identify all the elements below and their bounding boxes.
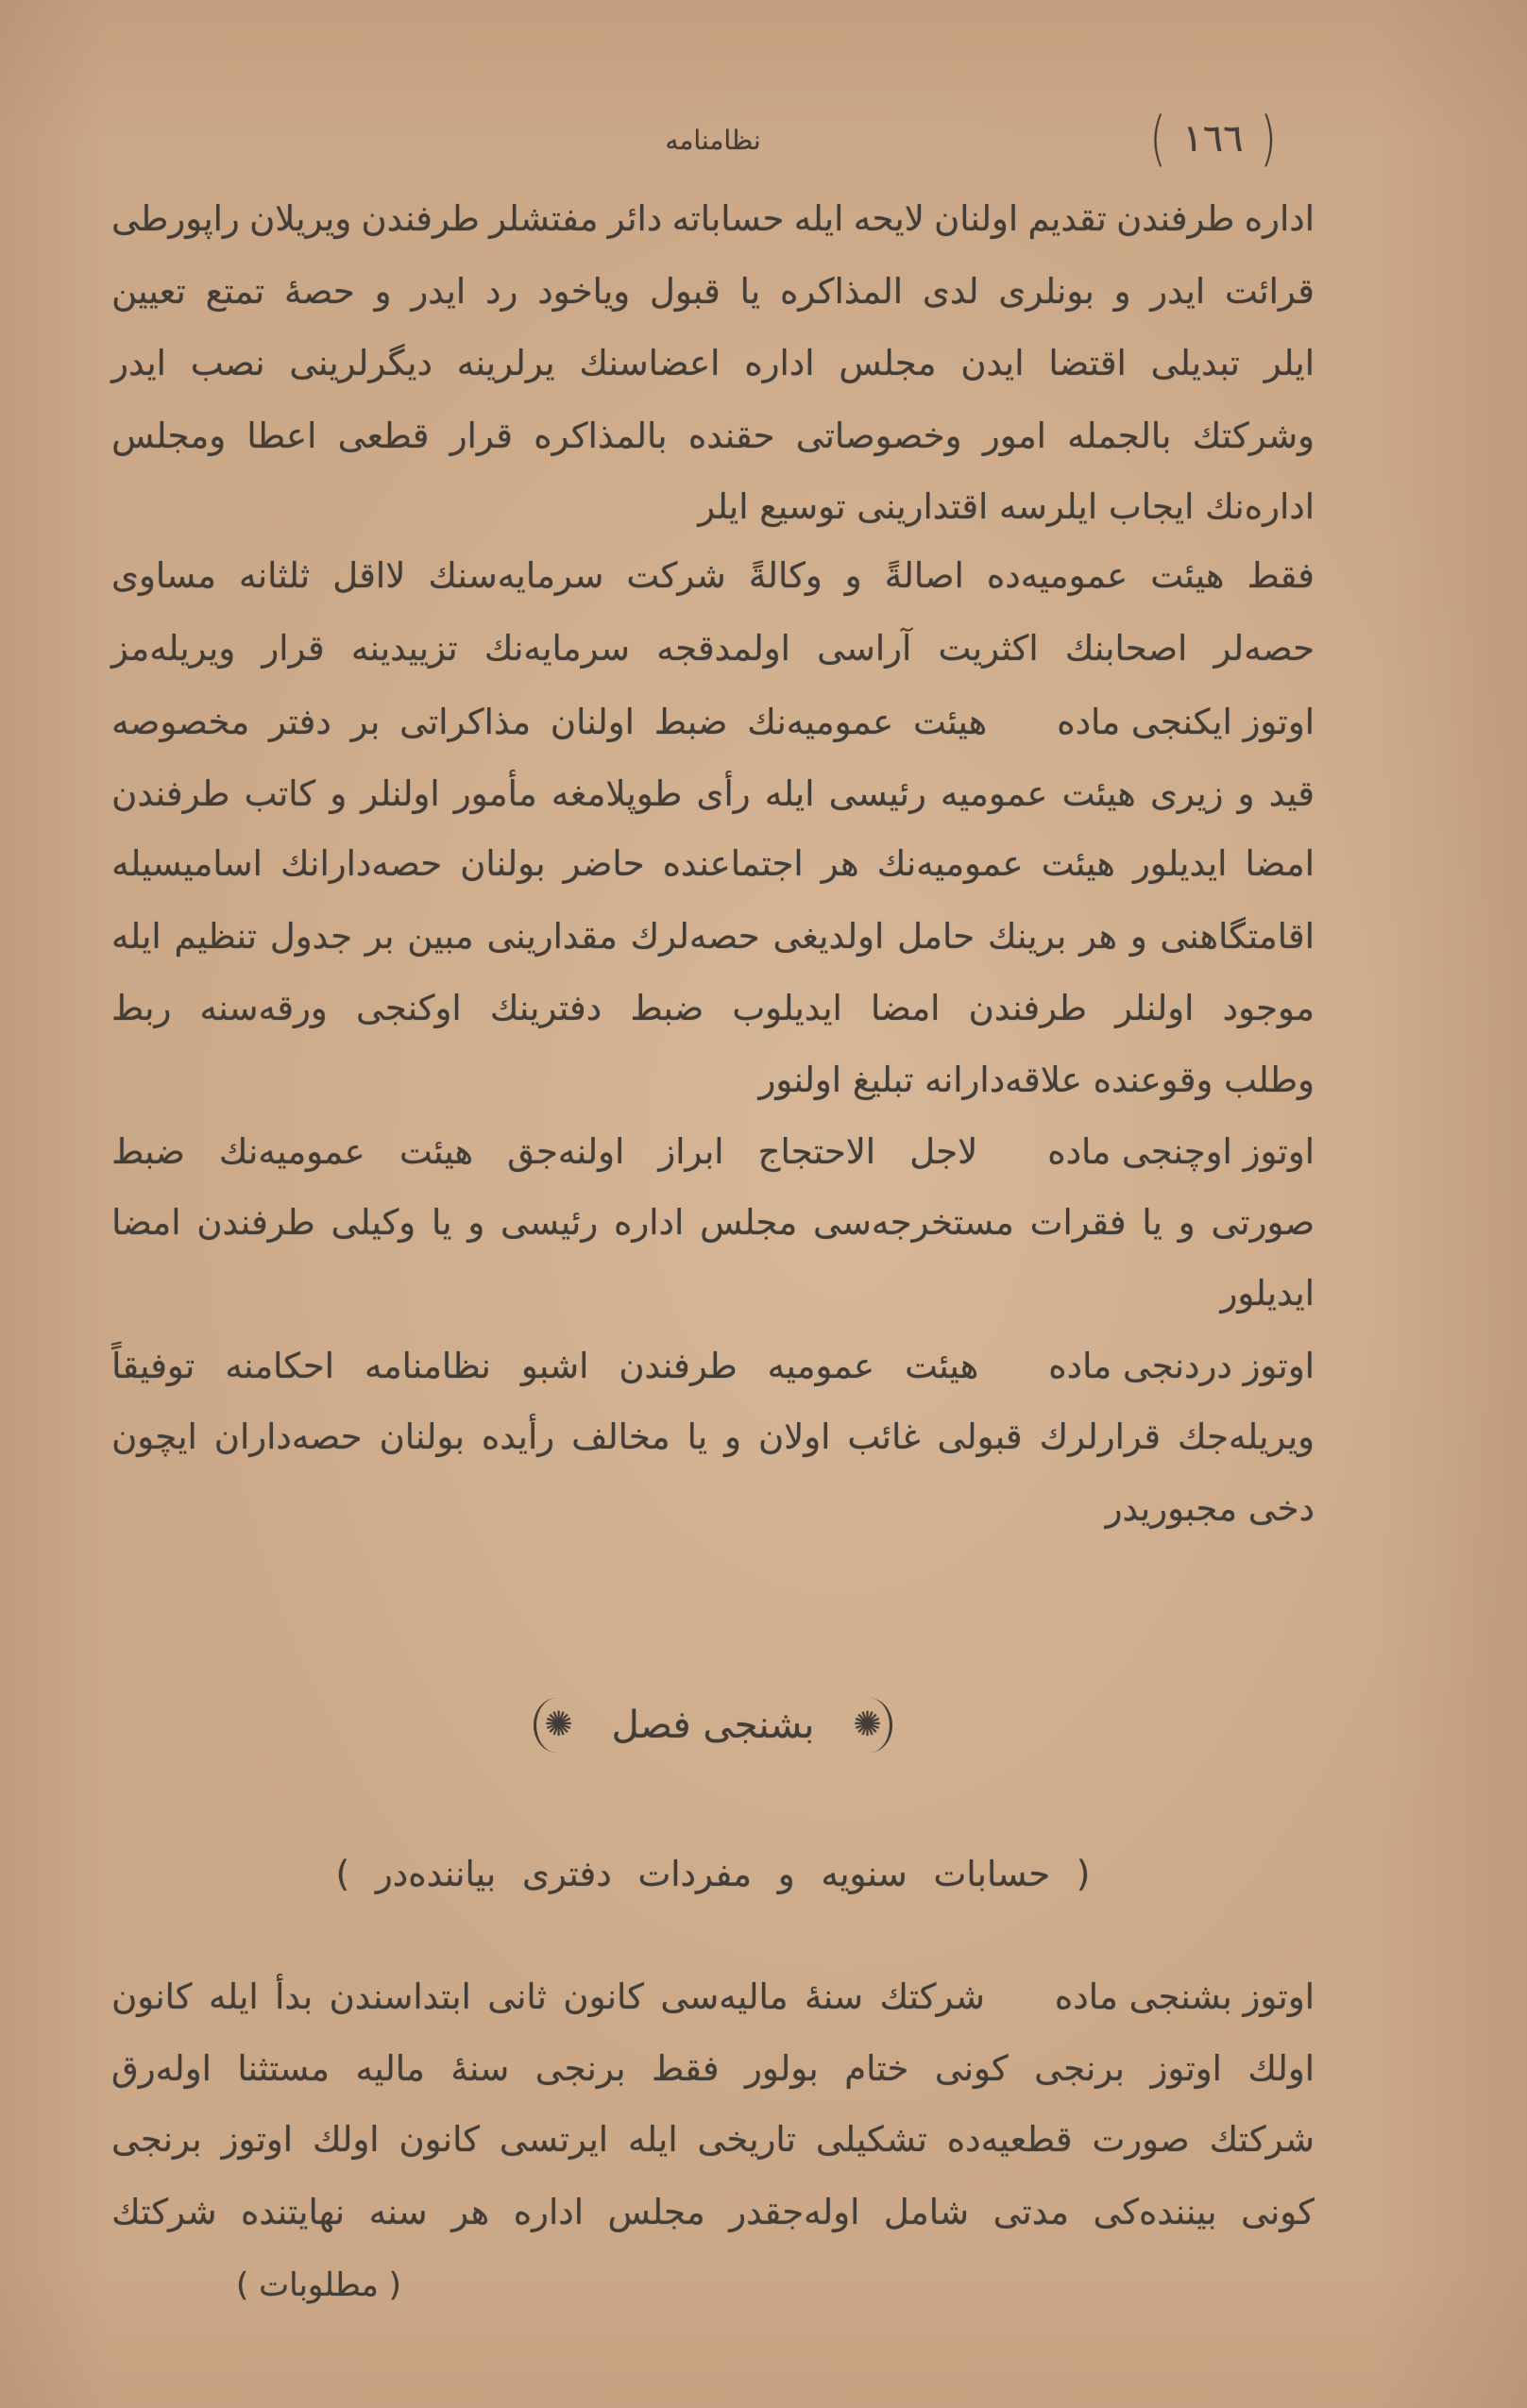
word: امضا bbox=[871, 988, 941, 1028]
word: اوله‌رق bbox=[111, 2048, 212, 2089]
word: مجلس bbox=[839, 343, 937, 383]
word: عمومیه bbox=[767, 1346, 875, 1386]
word: و bbox=[724, 1416, 741, 1457]
word: رئیسی bbox=[828, 773, 926, 814]
word: اقتضا bbox=[1048, 343, 1127, 383]
text-line-end: اداره‌نك ایجاب ایلرسه اقتدارینی توسیع ایلر bbox=[698, 486, 1315, 527]
word: مجلس bbox=[700, 1202, 798, 1243]
text-line bbox=[111, 546, 1315, 606]
word: قبولی bbox=[937, 1416, 1023, 1457]
word: ایله bbox=[793, 198, 844, 239]
word: اوکنجی bbox=[355, 988, 462, 1028]
word: رئیسی bbox=[501, 1202, 599, 1243]
page-number-value: ١٦٦ bbox=[1182, 117, 1244, 161]
word: توفیقاً bbox=[111, 1346, 195, 1386]
word: نظامنامه bbox=[365, 1346, 491, 1386]
word: موجود bbox=[1222, 988, 1315, 1028]
word: رأیده bbox=[481, 1416, 555, 1457]
word: یا bbox=[687, 1416, 708, 1457]
word: بدأ bbox=[275, 1976, 314, 2017]
word: ویاخود bbox=[537, 271, 631, 312]
word: رأی bbox=[696, 773, 751, 814]
word: کونی bbox=[1241, 2192, 1315, 2232]
word: عمومیه‌نك bbox=[876, 843, 1024, 884]
word: حصه‌دارانك bbox=[280, 843, 443, 884]
word: اعضاسنك bbox=[579, 343, 721, 383]
word: ایرتسی bbox=[499, 2119, 609, 2160]
word: طوپلامغه bbox=[551, 773, 683, 814]
word: امضا bbox=[1245, 843, 1315, 884]
word: احکامنه bbox=[225, 1346, 335, 1386]
word: فقط bbox=[1247, 555, 1315, 596]
word: شرکتك bbox=[111, 2192, 217, 2232]
floret-ornament-icon: ✺ bbox=[846, 1698, 892, 1753]
word: شامل bbox=[883, 2192, 970, 2232]
word: بالجمله bbox=[1067, 415, 1172, 456]
word: مستخرجه‌سی bbox=[813, 1202, 1014, 1243]
word: تشکیلی bbox=[815, 2119, 927, 2160]
word: بیننده‌کی bbox=[1093, 2192, 1217, 2232]
word: قرارلرك bbox=[1039, 1416, 1162, 1457]
word: حامل bbox=[897, 916, 976, 957]
word: بونلری bbox=[998, 271, 1094, 312]
word: ایله bbox=[764, 773, 815, 814]
text-line bbox=[111, 262, 1315, 322]
word: مخالف bbox=[571, 1416, 670, 1457]
text-line bbox=[111, 2110, 1315, 2170]
word: بر bbox=[365, 916, 395, 957]
word: ابراز bbox=[658, 1131, 724, 1172]
word: برنجی bbox=[111, 2119, 202, 2160]
word: ضبط bbox=[111, 1131, 185, 1172]
word: کانون bbox=[563, 1976, 644, 2017]
word: بولنان bbox=[460, 843, 546, 884]
text-line bbox=[111, 978, 1315, 1039]
word: ضبط bbox=[630, 988, 704, 1028]
word: اداره bbox=[513, 2192, 584, 2232]
word: وکالةً bbox=[748, 555, 823, 596]
word: الاحتجاج bbox=[757, 1131, 876, 1172]
word: یا bbox=[431, 1202, 452, 1243]
word: مستثنا bbox=[237, 2048, 330, 2089]
word: جدول bbox=[269, 916, 352, 957]
word: دفتر bbox=[269, 702, 331, 742]
word: اولنان bbox=[934, 198, 1019, 239]
word: راپورطی bbox=[111, 198, 240, 239]
running-head: نظامنامه bbox=[665, 125, 761, 156]
word: لدی bbox=[922, 271, 979, 312]
word: اولان bbox=[757, 1416, 831, 1457]
text-line bbox=[111, 907, 1315, 967]
word: هر bbox=[451, 2192, 490, 2232]
word: مذاکراتی bbox=[399, 702, 532, 742]
word: اجتماعنده bbox=[662, 843, 804, 884]
chapter-title: بشنجی فصل bbox=[611, 1704, 815, 1747]
word: ایدر bbox=[111, 343, 166, 383]
word: قرار bbox=[450, 415, 513, 456]
text-line bbox=[111, 1967, 985, 2027]
word: یا bbox=[1142, 1202, 1162, 1243]
word: طرفندن bbox=[111, 773, 230, 814]
word: بالمذاکره bbox=[534, 415, 668, 456]
word: اوله‌جقدر bbox=[729, 2192, 860, 2232]
word: برنجی bbox=[1034, 2048, 1125, 2089]
article-label: اوتوز اوچنجی ماده bbox=[1047, 1131, 1315, 1172]
word: ایدیلوب bbox=[732, 988, 842, 1028]
word: تمتع bbox=[205, 271, 265, 312]
word: ایدیلور bbox=[1132, 843, 1228, 884]
text-line bbox=[111, 619, 1315, 679]
word: هیئت bbox=[913, 702, 988, 742]
word: سنهٔ bbox=[450, 2048, 510, 2089]
text-line bbox=[111, 2039, 1315, 2099]
word: هیئت bbox=[905, 1346, 979, 1386]
word: حقنده bbox=[687, 415, 775, 456]
text-line bbox=[111, 2182, 1315, 2243]
word: زیری bbox=[1149, 773, 1224, 814]
word: شرکتك bbox=[879, 1976, 985, 2017]
word: و bbox=[844, 555, 862, 596]
word: سرمایه‌سنك bbox=[428, 555, 604, 596]
page-number-open-bracket: ( bbox=[1149, 104, 1166, 173]
word: امور bbox=[982, 415, 1046, 456]
word: کونی bbox=[934, 2048, 1009, 2089]
word: اوتوز bbox=[221, 2119, 294, 2160]
word: بولنان bbox=[379, 1416, 465, 1457]
word: هر bbox=[821, 843, 859, 884]
word: سنه bbox=[368, 2192, 428, 2232]
word: یا bbox=[739, 271, 761, 312]
word: مجلس bbox=[607, 2192, 705, 2232]
word: تقدیم bbox=[1027, 198, 1107, 239]
word: هیئت bbox=[1150, 555, 1225, 596]
word: فقرات bbox=[1029, 1202, 1127, 1243]
word: اولنه‌جق bbox=[507, 1131, 625, 1172]
word: نصب bbox=[190, 343, 265, 383]
text-line bbox=[111, 1122, 977, 1182]
article-label: اوتوز بشنجی ماده bbox=[1054, 1976, 1315, 2017]
word: طرفندن bbox=[968, 988, 1087, 1028]
word: هیئت bbox=[1061, 773, 1136, 814]
word: و bbox=[374, 271, 392, 312]
word: ومجلس bbox=[111, 415, 227, 456]
text-line bbox=[111, 834, 1315, 894]
word: لاجل bbox=[909, 1131, 978, 1172]
word: اشبو bbox=[520, 1346, 589, 1386]
word: مدتی bbox=[993, 2192, 1069, 2232]
article-32-first-line bbox=[111, 692, 1315, 753]
word: ورقه‌سنه bbox=[199, 988, 328, 1028]
word: عمومیه‌نك bbox=[218, 1131, 365, 1172]
word: ایلر bbox=[1264, 343, 1315, 383]
word: مبین bbox=[407, 916, 474, 957]
word: لااقل bbox=[332, 555, 406, 596]
page-number bbox=[1146, 104, 1280, 174]
word: کاتب bbox=[244, 773, 316, 814]
text-line-end: دخی مجبوریدر bbox=[1105, 1488, 1315, 1529]
word: اولمدقجه bbox=[656, 628, 790, 669]
chapter-subtitle: ( حسابات سنویه و مفردات دفتری بیاننده‌در ) bbox=[335, 1854, 1091, 1894]
word: ایله bbox=[627, 2119, 678, 2160]
word: مالیه‌سی bbox=[660, 1976, 789, 2017]
word: ایله bbox=[209, 1976, 259, 2017]
word: حاضر bbox=[563, 843, 645, 884]
word: و bbox=[1113, 271, 1131, 312]
word: برینك bbox=[987, 916, 1067, 957]
article-label: اوتوز دردنجی ماده bbox=[1048, 1346, 1315, 1386]
word: وشرکتك bbox=[1192, 415, 1315, 456]
text-line bbox=[111, 764, 1315, 824]
word: قطعیه‌ده bbox=[946, 2119, 1073, 2160]
word: یرلرینه bbox=[456, 343, 555, 383]
floret-ornament-icon: ✺ bbox=[534, 1698, 580, 1753]
word: اولك bbox=[1247, 2048, 1315, 2089]
word: وکیلی bbox=[331, 1202, 416, 1243]
word: تبدیلی bbox=[1150, 343, 1240, 383]
word: اداره bbox=[744, 343, 815, 383]
word: حصهٔ bbox=[283, 271, 355, 312]
word: قید bbox=[1268, 773, 1315, 814]
word: اولنلر bbox=[1115, 988, 1195, 1028]
word: هر bbox=[1079, 916, 1118, 957]
word: بولور bbox=[745, 2048, 819, 2089]
word: مخصوصه bbox=[111, 702, 250, 742]
word: ویریله‌جك bbox=[1177, 1416, 1315, 1457]
word: کانون bbox=[399, 2119, 480, 2160]
word: و bbox=[1178, 1202, 1196, 1243]
word: عمومیه bbox=[941, 773, 1048, 814]
word: و bbox=[330, 773, 348, 814]
word: شرکت bbox=[626, 555, 726, 596]
text-line bbox=[111, 406, 1315, 466]
word: اولك bbox=[312, 2119, 380, 2160]
catchword: ( مطلوبات ) bbox=[236, 2266, 401, 2304]
word: عمومیه‌نك bbox=[747, 702, 894, 742]
word: تاریخی bbox=[697, 2119, 796, 2160]
word: قرائت bbox=[1224, 271, 1315, 312]
text-line bbox=[111, 189, 1315, 249]
word: ویریله‌مز bbox=[111, 628, 236, 669]
word: ختام bbox=[844, 2048, 909, 2089]
text-line-end: ایدیلور bbox=[1220, 1273, 1315, 1314]
text-line-end: وطلب وقوعنده علاقه‌دارانه تبلیغ اولنور bbox=[758, 1060, 1315, 1100]
word: ایله bbox=[111, 916, 161, 957]
word: صورت bbox=[1092, 2119, 1190, 2160]
word: قبول bbox=[649, 271, 721, 312]
word: ثانی bbox=[487, 1976, 547, 2017]
word: ایدر bbox=[411, 271, 467, 312]
word: مأمور bbox=[453, 773, 537, 814]
word: اداره bbox=[614, 1202, 685, 1243]
word: اوتوز bbox=[1150, 2048, 1222, 2089]
word: اصحابنك bbox=[1064, 628, 1188, 669]
word: دائر bbox=[607, 198, 663, 239]
text-line bbox=[111, 1193, 1315, 1253]
word: هیئت bbox=[399, 1131, 474, 1172]
word: اصالةً bbox=[884, 555, 964, 596]
word: ایدر bbox=[1150, 271, 1206, 312]
word: اسامیسیله bbox=[111, 843, 263, 884]
word: آراسی bbox=[817, 628, 912, 669]
page-number-close-bracket: ) bbox=[1260, 104, 1277, 173]
word: حصه‌داران bbox=[213, 1416, 363, 1457]
word: دیگرلرینی bbox=[289, 343, 433, 383]
word: لایحه bbox=[853, 198, 925, 239]
word: هیئت bbox=[1041, 843, 1115, 884]
word: طرفندن bbox=[619, 1346, 738, 1386]
word: و bbox=[1237, 773, 1255, 814]
word: برنجی bbox=[534, 2048, 626, 2089]
text-line bbox=[111, 333, 1315, 394]
text-line bbox=[111, 692, 987, 753]
word: اولدیغی bbox=[772, 916, 885, 957]
word: تعیین bbox=[111, 271, 186, 312]
word: غائب bbox=[847, 1416, 921, 1457]
word: نهایتنده bbox=[241, 2192, 346, 2232]
word: ثلثانه bbox=[239, 555, 311, 596]
word: اداره bbox=[1244, 198, 1315, 239]
article-33-first-line bbox=[111, 1122, 1315, 1182]
word: و bbox=[467, 1202, 485, 1243]
word: کانون bbox=[111, 1976, 193, 2017]
word: حصه‌لرك bbox=[630, 916, 760, 957]
word: ربط bbox=[111, 988, 172, 1028]
word: وخصوصاتی bbox=[795, 415, 962, 456]
word: حساباته bbox=[671, 198, 785, 239]
word: شرکتك bbox=[1209, 2119, 1315, 2160]
word: طرفندن bbox=[1116, 198, 1235, 239]
article-35-first-line bbox=[111, 1967, 1315, 2027]
article-label: اوتوز ایکنجی ماده bbox=[1057, 702, 1315, 742]
word: سنهٔ bbox=[805, 1976, 864, 2017]
word: تنظیم bbox=[174, 916, 258, 957]
word: ابتداسندن bbox=[329, 1976, 471, 2017]
word: عمومیه‌ده bbox=[986, 555, 1128, 596]
word: سرمایه‌نك bbox=[484, 628, 631, 669]
word: اقامتگاهنی bbox=[1160, 916, 1315, 957]
word: قطعی bbox=[337, 415, 430, 456]
word: ایدن bbox=[960, 343, 1025, 383]
word: طرفندن bbox=[361, 198, 480, 239]
word: اولنان bbox=[550, 702, 635, 742]
text-line bbox=[111, 1336, 978, 1397]
article-34-first-line bbox=[111, 1336, 1315, 1397]
text-line bbox=[111, 1407, 1315, 1467]
word: دفترینك bbox=[489, 988, 602, 1028]
word: مفتشلر bbox=[489, 198, 599, 239]
word: اکثریت bbox=[938, 628, 1039, 669]
word: اولنلر bbox=[361, 773, 440, 814]
chapter-heading bbox=[111, 1692, 1315, 1758]
word: اعطا bbox=[246, 415, 317, 456]
word: ویریلان bbox=[249, 198, 352, 239]
word: حصه‌لر bbox=[1213, 628, 1315, 669]
word: المذاکره bbox=[780, 271, 904, 312]
word: رد bbox=[485, 271, 518, 312]
word: ایچون bbox=[111, 1416, 197, 1457]
word: قرار bbox=[262, 628, 325, 669]
word: مقدارینی bbox=[486, 916, 618, 957]
word: ضبط bbox=[653, 702, 728, 742]
word: فقط bbox=[652, 2048, 720, 2089]
word: امضا bbox=[111, 1202, 181, 1243]
word: مساوی bbox=[111, 555, 216, 596]
word: و bbox=[1129, 916, 1147, 957]
word: تزییدینه bbox=[350, 628, 458, 669]
word: بر bbox=[350, 702, 381, 742]
word: طرفندن bbox=[196, 1202, 315, 1243]
word: صورتی bbox=[1211, 1202, 1315, 1243]
word: مالیه bbox=[355, 2048, 425, 2089]
